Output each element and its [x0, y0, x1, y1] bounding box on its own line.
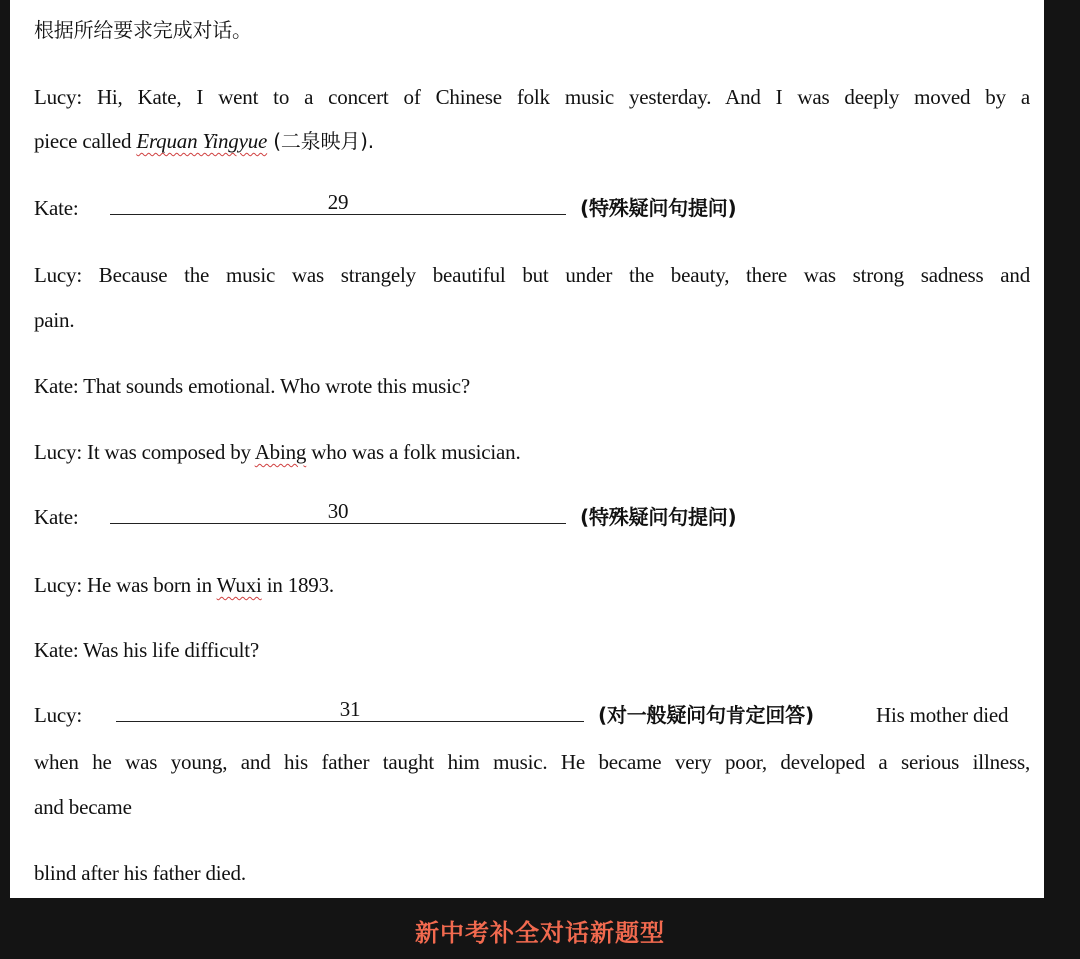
dialogue-text: piece called [34, 129, 137, 153]
dialogue-line-lucy-4 [34, 575, 334, 596]
dialogue-text: in 1893. [261, 573, 334, 597]
dialogue-line-lucy-1 [34, 87, 1030, 108]
dialogue-text: Lucy: It was composed by [34, 440, 255, 464]
music-title: Erquan Yingyue [136, 129, 268, 153]
dialogue-line-kate-3: Kate: Was his life difficult? [34, 638, 260, 662]
question-hint: (特殊疑问句提问) [580, 196, 737, 220]
person-name: Abing [254, 440, 307, 464]
dialogue-text: His mother died [876, 703, 1009, 727]
question-hint: (对一般疑问句肯定回答) [598, 703, 814, 727]
dialogue-line-lucy-6: blind after his father died. [34, 861, 246, 885]
question-hint: (特殊疑问句提问) [580, 505, 737, 529]
blank-number: 31 [339, 697, 361, 721]
dialogue-text: who was a folk musician. [306, 440, 521, 464]
speaker-kate: Kate: [34, 196, 79, 220]
document-page [10, 0, 1044, 898]
blank-number: 29 [327, 190, 349, 214]
dialogue-line-lucy-2-cont: pain. [34, 308, 75, 332]
answer-blank-31[interactable] [116, 697, 584, 722]
speaker-kate: Kate: [34, 505, 79, 529]
dialogue-line-lucy-3 [34, 442, 521, 463]
place-name: Wuxi [216, 573, 262, 597]
dialogue-line-lucy-5: when he was young, and his father taught him music. He became very poor, developed a serious illness, [34, 750, 1030, 774]
speaker-lucy: Lucy: [34, 85, 82, 109]
video-caption: 新中考补全对话新题型 [415, 919, 665, 947]
dialogue-text: Lucy: He was born in [34, 573, 217, 597]
speaker-lucy: Lucy: [34, 703, 82, 727]
blank-number: 30 [327, 499, 349, 523]
dialogue-line-lucy-1-cont [34, 131, 374, 152]
answer-blank-30[interactable] [110, 499, 566, 524]
dialogue-line-lucy-5-cont: and became [34, 795, 132, 819]
music-title-cn: (二泉映月). [267, 129, 374, 153]
dialogue-line-kate-2: Kate: That sounds emotional. Who wrote this music? [34, 374, 470, 398]
instruction: 根据所给要求完成对话。 [34, 18, 252, 42]
dialogue-line-lucy-2: Lucy: Because the music was strangely beautiful but under the beauty, there was strong sadness and [34, 263, 1030, 287]
dialogue-text: Hi, Kate, I went to a concert of Chinese folk music yesterday. And I was deeply moved by a [96, 85, 1030, 109]
answer-blank-29[interactable] [110, 190, 566, 215]
